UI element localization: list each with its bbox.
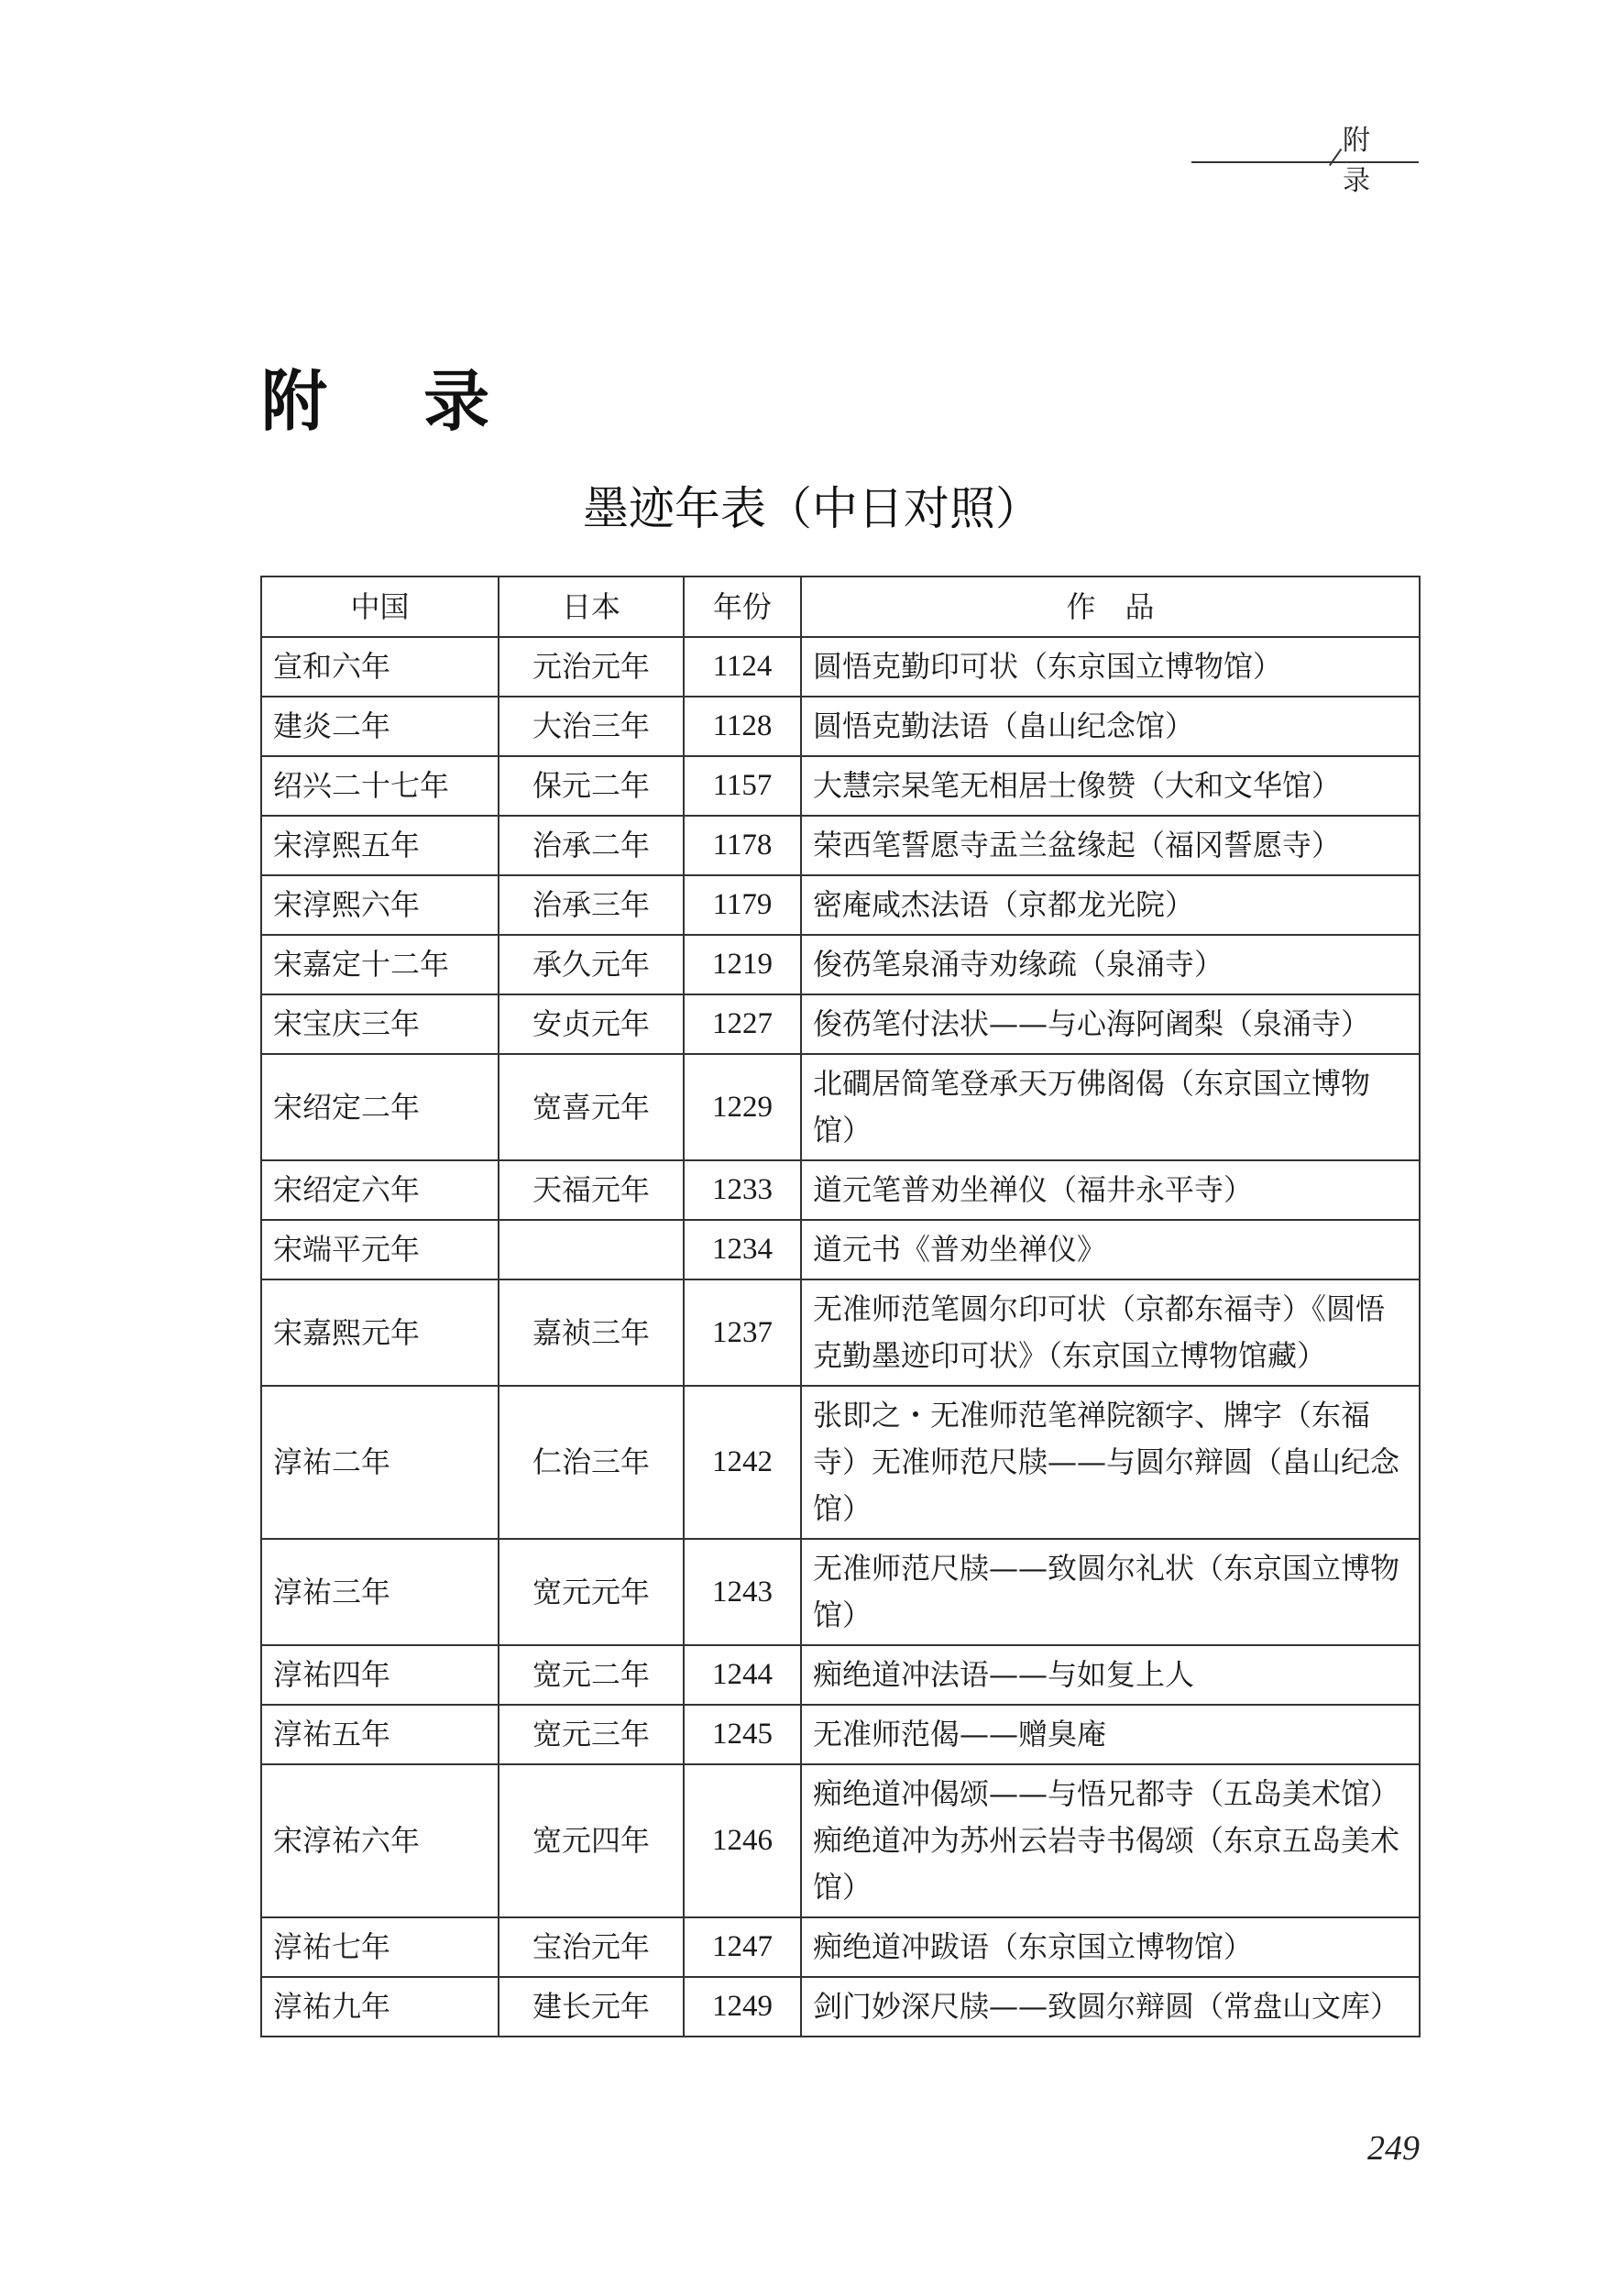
cell-work: 大慧宗杲笔无相居士像赞（大和文华馆） [801, 756, 1420, 816]
running-head-rule [1191, 161, 1419, 163]
table-row [261, 1279, 1420, 1386]
cell-year: 1227 [684, 994, 801, 1054]
table-row [261, 1705, 1420, 1764]
column-header-china: 中国 [261, 576, 499, 637]
cell-japan: 建长元年 [499, 1977, 684, 2037]
running-head-rule-slash [1329, 148, 1342, 166]
cell-japan: 宽元元年 [499, 1539, 684, 1645]
cell-china: 淳祐二年 [261, 1386, 499, 1539]
table-row [261, 1054, 1420, 1160]
cell-year: 1229 [684, 1054, 801, 1160]
table-row [261, 1539, 1420, 1645]
cell-japan: 承久元年 [499, 935, 684, 994]
cell-year: 1124 [684, 637, 801, 697]
cell-work: 无准师范笔圆尔印可状（京都东福寺）《圆悟克勤墨迹印可状》（东京国立博物馆藏） [801, 1279, 1420, 1386]
table-row [261, 875, 1420, 935]
table-row [261, 935, 1420, 994]
running-head [1191, 117, 1419, 197]
table-row [261, 994, 1420, 1054]
cell-japan: 宽元三年 [499, 1705, 684, 1764]
cell-year: 1243 [684, 1539, 801, 1645]
cell-year: 1237 [684, 1279, 801, 1386]
cell-japan: 宽元二年 [499, 1645, 684, 1705]
cell-work: 道元书《普劝坐禅仪》 [801, 1220, 1420, 1279]
cell-work: 荣西笔誓愿寺盂兰盆缘起（福冈誓愿寺） [801, 816, 1420, 875]
cell-japan: 仁治三年 [499, 1386, 684, 1539]
cell-work: 密庵咸杰法语（京都龙光院） [801, 875, 1420, 935]
table-row [261, 816, 1420, 875]
chronology-table [260, 576, 1421, 2037]
cell-japan: 保元二年 [499, 756, 684, 816]
cell-japan: 安贞元年 [499, 994, 684, 1054]
cell-work: 圆悟克勤法语（畠山纪念馆） [801, 697, 1420, 756]
cell-china: 淳祐四年 [261, 1645, 499, 1705]
cell-work: 痴绝道冲法语——与如复上人 [801, 1645, 1420, 1705]
cell-work: 痴绝道冲偈颂——与悟兄都寺（五岛美术馆）痴绝道冲为苏州云岩寺书偈颂（东京五岛美术馆） [801, 1764, 1420, 1917]
table-row [261, 1386, 1420, 1539]
cell-china: 宋嘉熙元年 [261, 1279, 499, 1386]
cell-japan: 大治三年 [499, 697, 684, 756]
cell-year: 1157 [684, 756, 801, 816]
table-row [261, 1977, 1420, 2037]
table-row [261, 1917, 1420, 1977]
cell-japan: 治承二年 [499, 816, 684, 875]
table-title: 墨迹年表（中日对照） [583, 482, 1041, 535]
cell-china: 宣和六年 [261, 637, 499, 697]
cell-year: 1246 [684, 1764, 801, 1917]
cell-china: 宋淳熙六年 [261, 875, 499, 935]
cell-year: 1178 [684, 816, 801, 875]
cell-year: 1234 [684, 1220, 801, 1279]
cell-work: 剑门妙深尺牍——致圆尔辩圆（常盘山文库） [801, 1977, 1420, 2037]
cell-china: 淳祐五年 [261, 1705, 499, 1764]
cell-china: 淳祐九年 [261, 1977, 499, 2037]
cell-japan: 宽元四年 [499, 1764, 684, 1917]
page-number: 249 [1367, 2129, 1420, 2168]
cell-china: 淳祐七年 [261, 1917, 499, 1977]
cell-year: 1128 [684, 697, 801, 756]
cell-china: 宋绍定二年 [261, 1054, 499, 1160]
running-head-text: 附 录 [1343, 125, 1390, 197]
cell-japan: 天福元年 [499, 1160, 684, 1220]
cell-work: 俊芿笔泉涌寺劝缘疏（泉涌寺） [801, 935, 1420, 994]
cell-china: 宋端平元年 [261, 1220, 499, 1279]
column-header-japan: 日本 [499, 576, 684, 637]
cell-japan: 宝治元年 [499, 1917, 684, 1977]
cell-china: 淳祐三年 [261, 1539, 499, 1645]
cell-china: 绍兴二十七年 [261, 756, 499, 816]
table-body [261, 637, 1420, 2037]
cell-work: 张即之・无准师范笔禅院额字、牌字（东福寺）无准师范尺牍——与圆尔辩圆（畠山纪念馆） [801, 1386, 1420, 1539]
page-title: 附 录 [261, 363, 527, 440]
cell-work: 圆悟克勤印可状（东京国立博物馆） [801, 637, 1420, 697]
cell-japan: 宽喜元年 [499, 1054, 684, 1160]
cell-work: 北磵居简笔登承天万佛阁偈（东京国立博物馆） [801, 1054, 1420, 1160]
cell-china: 建炎二年 [261, 697, 499, 756]
cell-work: 痴绝道冲跋语（东京国立博物馆） [801, 1917, 1420, 1977]
column-header-year: 年份 [684, 576, 801, 637]
table-row [261, 1645, 1420, 1705]
cell-japan: 元治元年 [499, 637, 684, 697]
cell-japan [499, 1220, 684, 1279]
table-row [261, 1160, 1420, 1220]
cell-work: 俊芿笔付法状——与心海阿阇梨（泉涌寺） [801, 994, 1420, 1054]
cell-china: 宋淳熙五年 [261, 816, 499, 875]
table-row [261, 756, 1420, 816]
table-row [261, 1764, 1420, 1917]
cell-year: 1179 [684, 875, 801, 935]
table-header-row [261, 576, 1420, 637]
table-row [261, 697, 1420, 756]
cell-china: 宋绍定六年 [261, 1160, 499, 1220]
cell-work: 无准师范偈——赠臭庵 [801, 1705, 1420, 1764]
cell-year: 1247 [684, 1917, 801, 1977]
column-header-work: 作 品 [801, 576, 1420, 637]
cell-year: 1244 [684, 1645, 801, 1705]
cell-year: 1219 [684, 935, 801, 994]
cell-japan: 治承三年 [499, 875, 684, 935]
cell-work: 无准师范尺牍——致圆尔礼状（东京国立博物馆） [801, 1539, 1420, 1645]
cell-work: 道元笔普劝坐禅仪（福井永平寺） [801, 1160, 1420, 1220]
cell-china: 宋宝庆三年 [261, 994, 499, 1054]
cell-china: 宋嘉定十二年 [261, 935, 499, 994]
table-row [261, 637, 1420, 697]
cell-year: 1233 [684, 1160, 801, 1220]
cell-year: 1245 [684, 1705, 801, 1764]
cell-year: 1242 [684, 1386, 801, 1539]
cell-year: 1249 [684, 1977, 801, 2037]
cell-japan: 嘉祯三年 [499, 1279, 684, 1386]
table-row [261, 1220, 1420, 1279]
cell-china: 宋淳祐六年 [261, 1764, 499, 1917]
